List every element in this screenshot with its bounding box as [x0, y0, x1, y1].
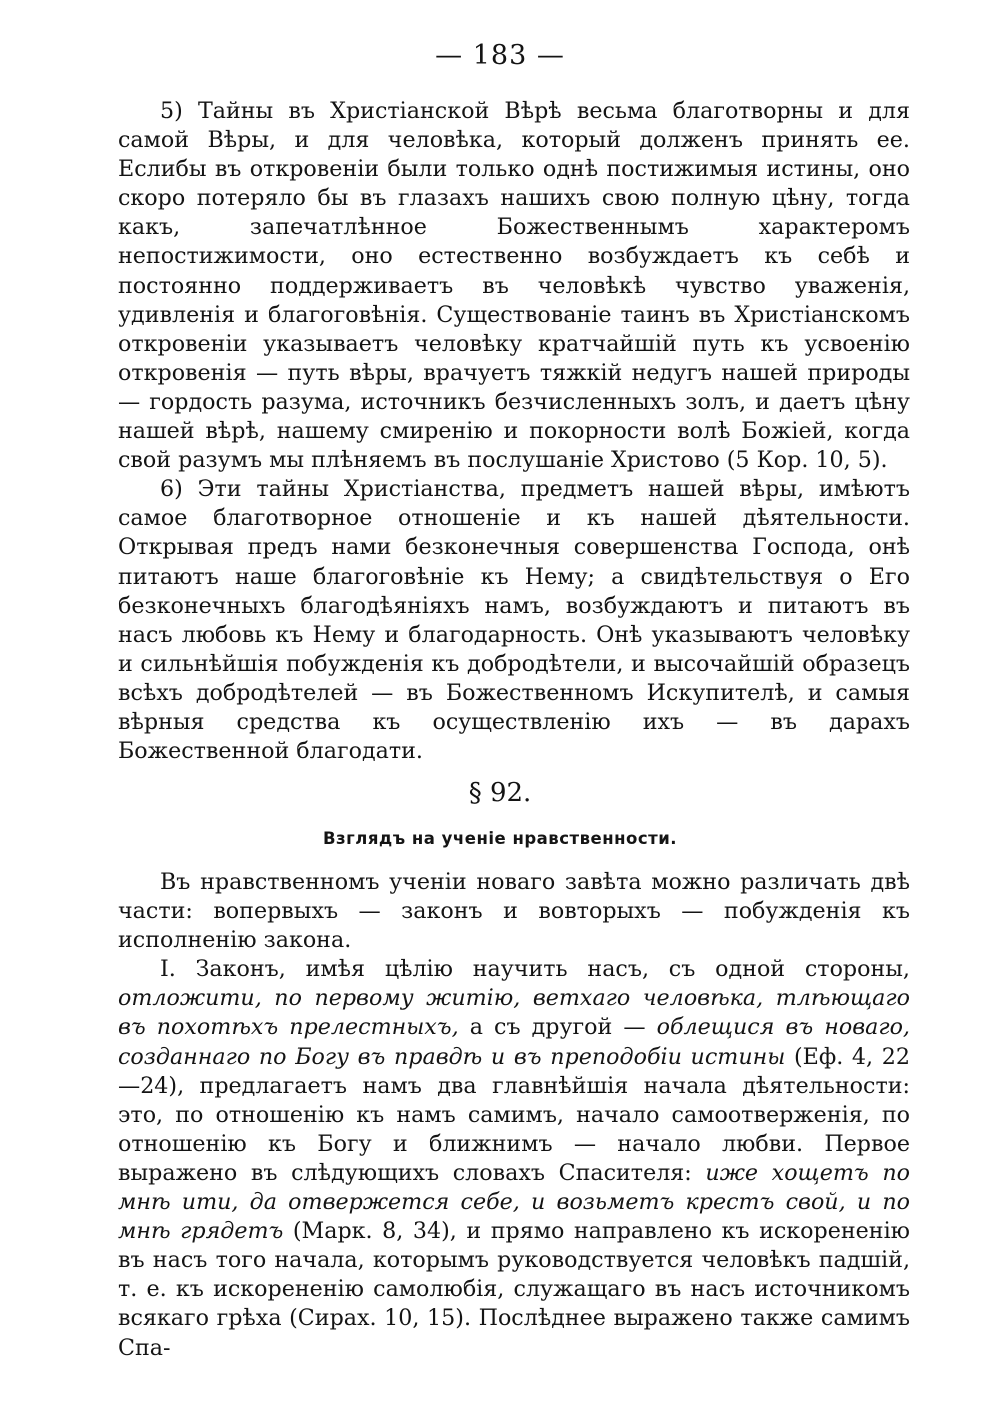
- text-block-top: [118, 97, 910, 766]
- law-text-2: а съ другой —: [458, 1014, 657, 1041]
- paragraph-6: 6) Эти тайны Христіанства, предметъ нашей вѣры, имѣютъ самое благотворное отношеніе и къ нашей дѣятельности. Открывая предъ нами безконечныя совершенства Господа, онѣ питаютъ наше благоговѣніе къ Нему; а свидѣтельствуя о Его безконечныхъ благодѣяніяхъ намъ, возбуждаютъ и питаютъ въ насъ любовь къ Нему и благодарность. Онѣ указываютъ человѣку и сильнѣйшія побужденія къ добродѣтели, и высочайшій образецъ всѣхъ добродѣтелей — въ Божественномъ Искупителѣ, и самыя вѣрныя средства къ осуществленію ихъ — въ дарахъ Божественной благодати.: [118, 476, 910, 765]
- text-block-bottom: [118, 868, 910, 1363]
- page-number: — 183 —: [435, 40, 565, 71]
- law-quote-2: облещися въ новаго, созданнаго по Богу въ правдѣ и въ преподобіи истины: [118, 1014, 910, 1070]
- law-quote-3: иже хощетъ по мнѣ ити, да отвержется себе, и возьметъ крестъ свой, и по мнѣ грядетъ: [118, 1159, 910, 1245]
- law-quote-1: отложити, по первому житію, ветхаго человѣка, тлѣющаго въ похотѣхъ прелестныхъ,: [118, 985, 910, 1041]
- law-text-1: I. Законъ, имѣя цѣлію научить насъ, съ одной стороны,: [160, 956, 910, 983]
- law-text-4: (Марк. 8, 34), и прямо направлено къ искорененію въ насъ того начала, которымъ руководствуется человѣкъ падшій, т. е. къ искорененію самолюбія, служащаго въ насъ источникомъ всякаго грѣха (Сирах. 10, 15). Послѣднее выражено также самимъ Спа-: [118, 1218, 910, 1361]
- law-text-3: (Еф. 4, 22—24), предлагаетъ намъ два главнѣйшія начала дѣятельности: это, по отношенію къ намъ самимъ, начало самоотверженія, по отношенію къ Богу и ближнимъ — начало любви. Первое выражено въ слѣдующихъ словахъ Спасителя:: [118, 1043, 910, 1186]
- section-heading: Взглядъ на ученіе нравственности.: [322, 829, 678, 848]
- paragraph-5: 5) Тайны въ Христіанской Вѣрѣ весьма благотворны и для самой Вѣры, и для человѣка, который долженъ принять ее. Еслибы въ откровеніи были только однѣ постижимыя истины, оно скоро потеряло бы въ глазахъ нашихъ свою полную цѣну, тогда какъ, запечатлѣнное Божественнымъ характеромъ непостижимости, оно естественно возбуждаетъ къ себѣ и постоянно поддерживаетъ въ человѣкѣ чувство уваженія, удивленія и благоговѣнія. Существованіе таинъ въ Христіанскомъ откровеніи указываетъ человѣку кратчайшій путь къ усвоенію откровенія — путь вѣры, врачуетъ тяжкій недугъ нашей природы — гордость разума, источникъ безчисленныхъ золъ, и даетъ цѣну нашей вѣрѣ, нашему смиренію и покорности волѣ Божіей, когда свой разумъ мы плѣняемъ въ послушаніе Христово (5 Кор. 10, 5).: [118, 98, 910, 474]
- section-number: § 92.: [468, 778, 532, 808]
- paragraph-moral-parts: Въ нравственномъ ученіи новаго завѣта можно различать двѣ части: вопервыхъ — законъ и вовторыхъ — побужденія къ исполненію закона.: [118, 869, 910, 954]
- paragraph-law: [118, 955, 910, 1362]
